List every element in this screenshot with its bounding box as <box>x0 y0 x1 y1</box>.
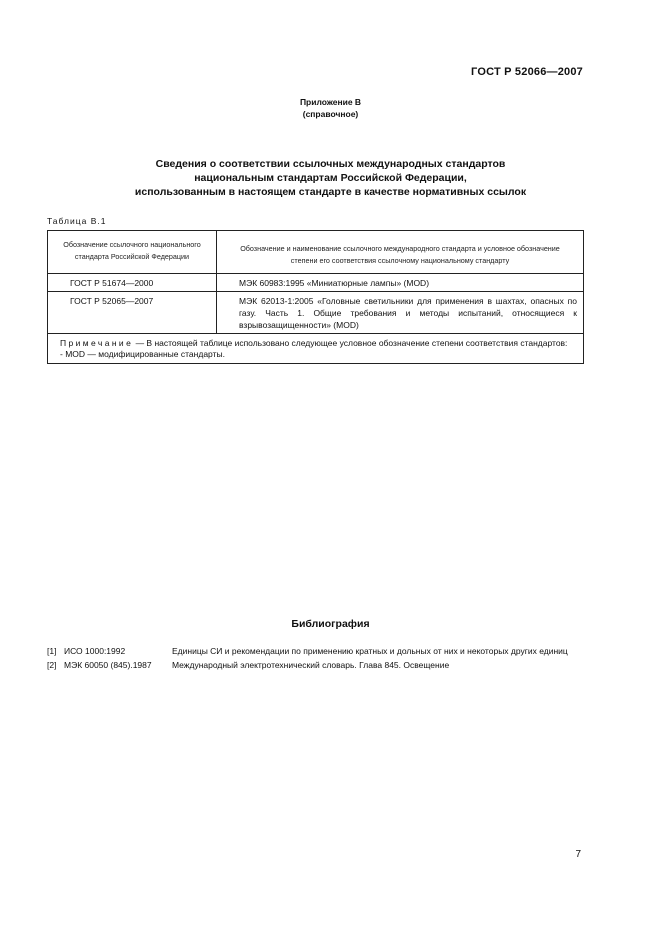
table-header-row <box>48 231 584 274</box>
note-label: Примечание <box>60 338 134 348</box>
national-standard-cell: ГОСТ Р 51674—2000 <box>48 274 217 292</box>
section-title <box>40 157 621 199</box>
bibliography-item <box>47 645 587 657</box>
bibliography-code: МЭК 60050 (845).1987 <box>64 660 152 670</box>
page-number: 7 <box>575 849 581 860</box>
international-standard-cell: МЭК 62013-1:2005 «Головные светильники для применения в шахтах, опасных по газу. Часть 1. Общие требования и методы испытаний, относящиеся к взрывозащищенности» (MOD) <box>217 292 584 334</box>
document-number: ГОСТ Р 52066—2007 <box>471 66 583 78</box>
appendix-subtitle: (справочное) <box>302 109 359 119</box>
bibliography-list <box>47 645 587 673</box>
table-note <box>48 334 584 364</box>
bibliography-number: [2] <box>47 660 57 670</box>
column-header-national: Обозначение ссылочного национального стандарта Российской Федерации <box>48 231 217 274</box>
table-row <box>48 292 584 334</box>
bibliography-item <box>47 659 587 671</box>
bibliography-text: Единицы СИ и рекомендации по применению кратных и дольных от них и некоторых других единиц <box>172 646 568 656</box>
table-row <box>48 274 584 292</box>
column-header-international: Обозначение и наименование ссылочного международного стандарта и условное обозначение степени его соответствия ссылочному национальному стандарту <box>217 231 584 274</box>
bibliography-code: ИСО 1000:1992 <box>64 646 126 656</box>
international-standard-cell: МЭК 60983:1995 «Миниатюрные лампы» (MOD) <box>217 274 584 292</box>
section-title-line: использованным в настоящем стандарте в качестве нормативных ссылок <box>134 186 527 198</box>
national-standard-cell: ГОСТ Р 52065—2007 <box>48 292 217 334</box>
appendix-title: Приложение В <box>299 97 362 107</box>
appendix-heading <box>0 96 661 120</box>
table-label: Таблица В.1 <box>47 216 107 226</box>
bibliography-number: [1] <box>47 646 57 656</box>
table-note-row <box>48 334 584 364</box>
note-item: - MOD — модифицированные стандарты. <box>60 349 225 359</box>
bibliography-title: Библиография <box>291 618 370 630</box>
note-text: — В настоящей таблице использовано следующее условное обозначение степени соответствия стандартов: <box>133 338 568 348</box>
bibliography-text: Международный электротехнический словарь. Глава 845. Освещение <box>172 660 450 670</box>
section-title-line: национальным стандартам Российской Федерации, <box>194 172 467 184</box>
section-title-line: Сведения о соответствии ссылочных международных стандартов <box>155 158 506 170</box>
correspondence-table <box>47 230 584 364</box>
